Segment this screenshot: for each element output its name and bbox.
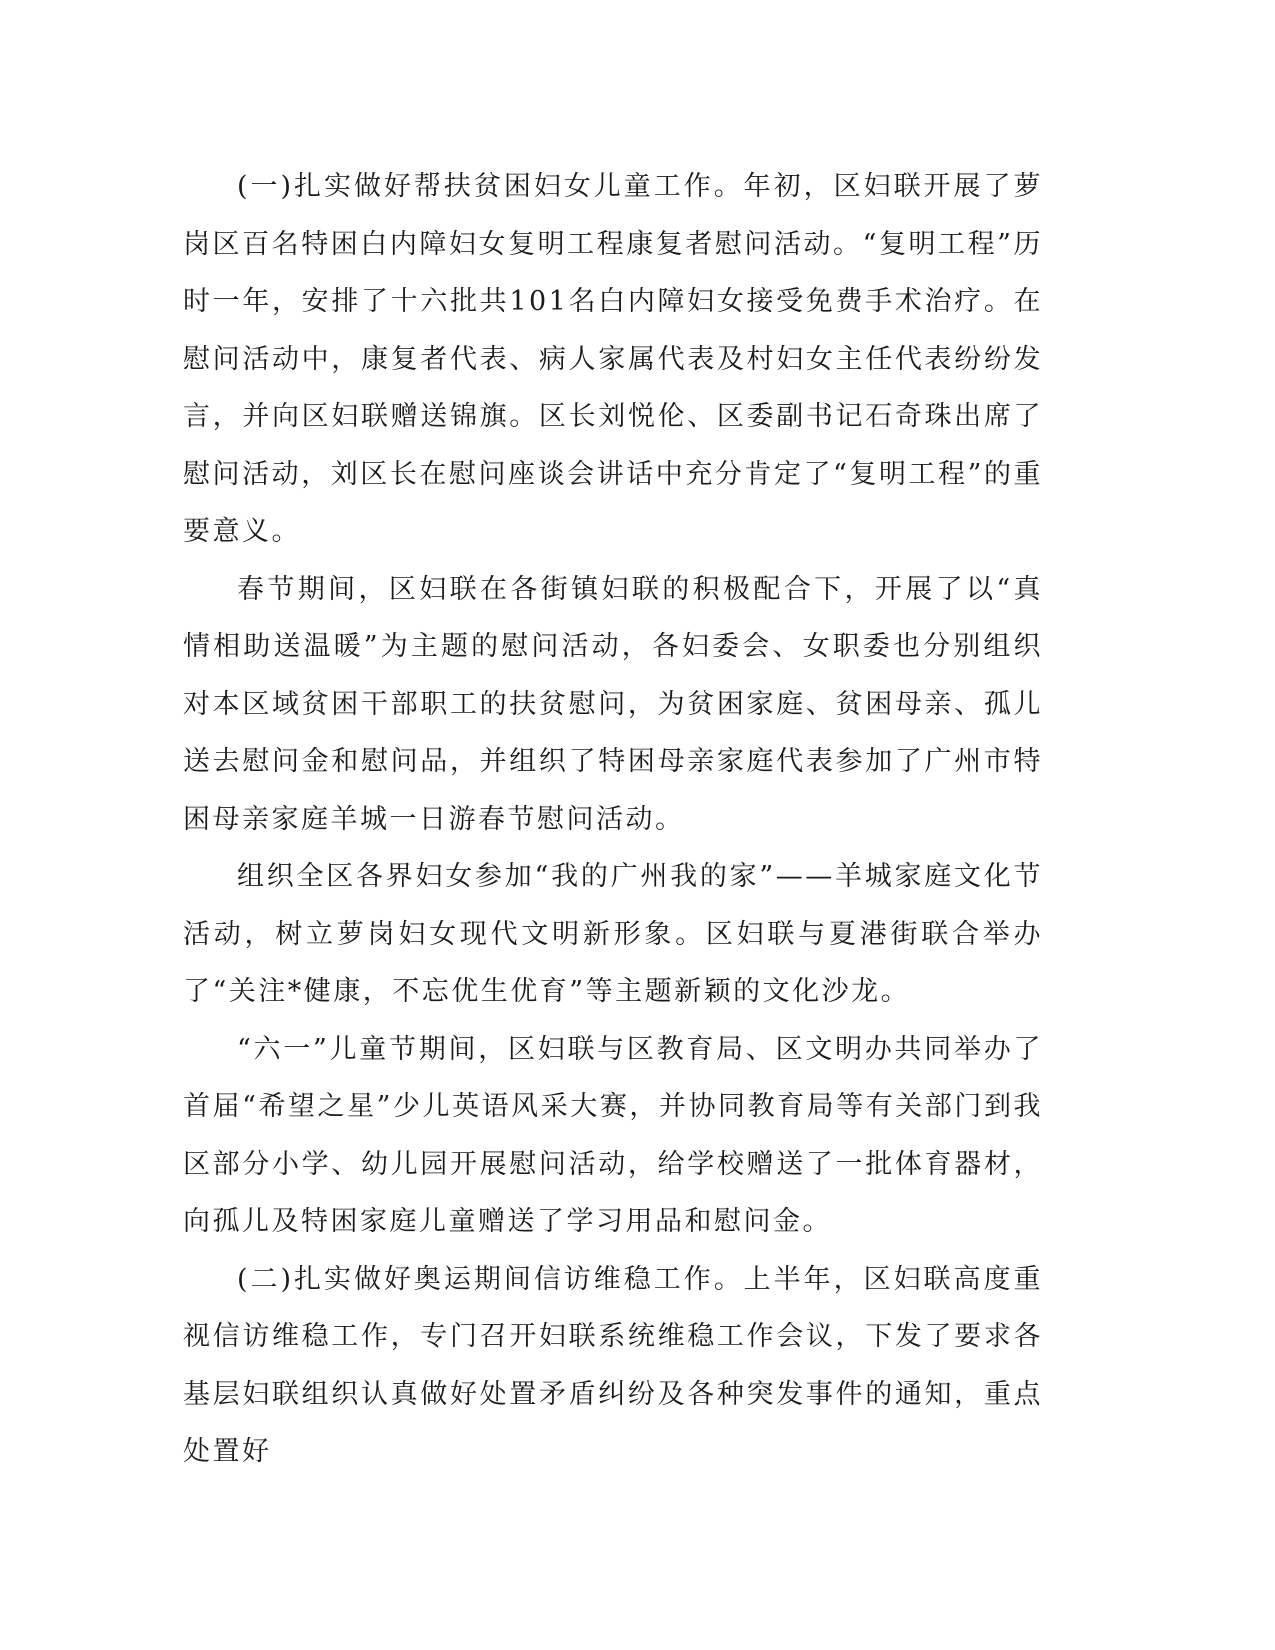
paragraph-3: 组织全区各界妇女参加“我的广州我的家”——羊城家庭文化节活动，树立萝岗妇女现代文明新形象。区妇联与夏港街联合举办了“关注*健康，不忘优生优育”等主题新颖的文化沙龙。 — [183, 861, 1043, 1007]
paragraph-5: (二)扎实做好奥运期间信访维稳工作。上半年，区妇联高度重视信访维稳工作，专门召开妇联系统维稳工作会议，下发了要求各基层妇联组织认真做好处置矛盾纠纷及各种突发事件的通知，重点处置好 — [183, 1263, 1043, 1467]
paragraph-1: (一)扎实做好帮扶贫困妇女儿童工作。年初，区妇联开展了萝岗区百名特困白内障妇女复明工程康复者慰问活动。“复明工程”历时一年，安排了十六批共101名白内障妇女接受免费手术治疗。在慰问活动中，康复者代表、病人家属代表及村妇女主任代表纷纷发言，并向区妇联赠送锦旗。区长刘悦伦、区委副书记石奇珠出席了慰问活动，刘区长在慰问座谈会讲话中充分肯定了“复明工程”的重要意义。 — [183, 171, 1043, 547]
paragraph-2: 春节期间，区妇联在各街镇妇联的积极配合下，开展了以“真情相助送温暖”为主题的慰问活动，各妇委会、女职委也分别组织对本区域贫困干部职工的扶贫慰问，为贫困家庭、贫困母亲、孤儿送去慰问金和慰问品，并组织了特困母亲家庭代表参加了广州市特困母亲家庭羊城一日游春节慰问活动。 — [183, 573, 1043, 835]
document-body — [183, 158, 1043, 1481]
paragraph-4: “六一”儿童节期间，区妇联与区教育局、区文明办共同举办了首届“希望之星”少儿英语风采大赛，并协同教育局等有关部门到我区部分小学、幼儿园开展慰问活动，给学校赠送了一批体育器材，向孤儿及特困家庭儿童赠送了学习用品和慰问金。 — [183, 1033, 1043, 1237]
